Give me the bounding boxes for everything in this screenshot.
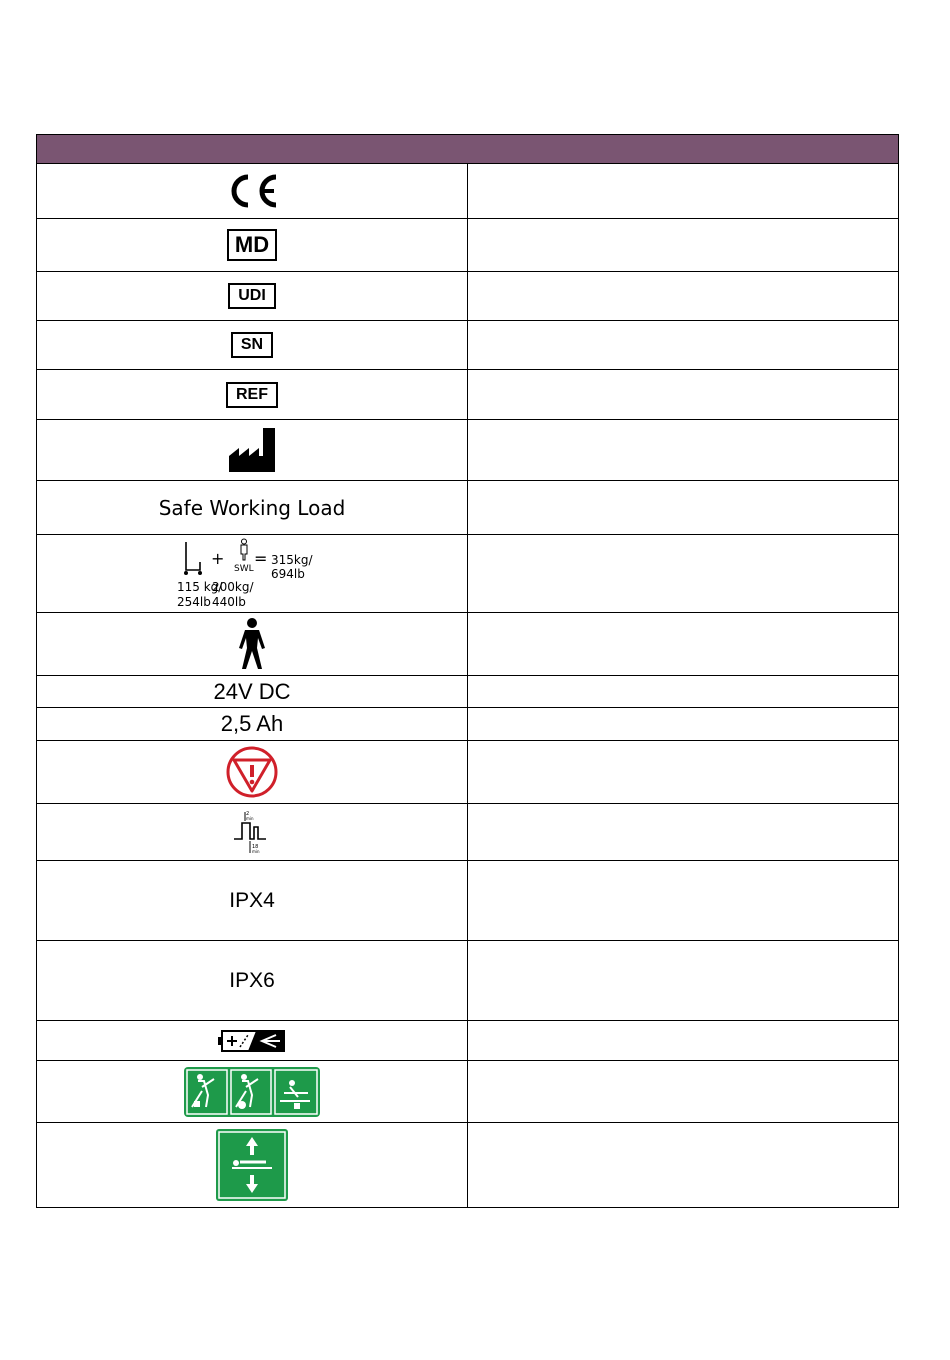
description-cell (468, 741, 899, 804)
symbol-cell (37, 219, 468, 272)
md-symbol: MD (227, 229, 277, 261)
reference-symbol: REF (226, 382, 278, 408)
table-row (37, 370, 899, 420)
table-row (37, 481, 899, 535)
table-row (37, 272, 899, 321)
duty-on-value: 2 (246, 811, 250, 817)
frame-lb: 254lb (177, 594, 211, 609)
table-row (37, 708, 899, 741)
duty-off-unit: min (252, 849, 260, 854)
symbols-table (36, 134, 899, 1208)
plus-sign: + (211, 548, 225, 568)
symbol-cell (37, 420, 468, 481)
load-kg: 200kg/ (212, 579, 254, 594)
description-cell (468, 804, 899, 861)
duty-cycle-icon (232, 809, 272, 855)
ce-mark-icon (224, 172, 280, 210)
symbol-cell (37, 741, 468, 804)
description-cell (468, 1123, 899, 1208)
table-row (37, 861, 899, 941)
table-row (37, 321, 899, 370)
total-lb: 694lb (271, 566, 305, 581)
description-cell (468, 272, 899, 321)
table-row (37, 219, 899, 272)
load-lb: 440lb (212, 594, 246, 609)
table-row (37, 1061, 899, 1123)
table-row (37, 741, 899, 804)
duty-off-value: 18 (252, 844, 259, 850)
swl-formula-icon (177, 538, 327, 610)
description-cell (468, 321, 899, 370)
height-adjust-icon (216, 1129, 288, 1201)
frame-icon (183, 540, 203, 578)
table-row (37, 676, 899, 708)
table-row (37, 535, 899, 613)
table-row (37, 164, 899, 219)
total-kg: 315kg/ (271, 552, 313, 567)
description-cell (468, 1061, 899, 1123)
ipx4-label: IPX4 (37, 861, 468, 941)
symbol-cell (37, 370, 468, 420)
description-cell (468, 164, 899, 219)
description-cell (468, 219, 899, 272)
swl-label: SWL (234, 563, 254, 574)
serial-number-symbol: SN (231, 332, 273, 358)
description-cell (468, 941, 899, 1021)
table-row (37, 941, 899, 1021)
table-header-row (37, 135, 899, 164)
description-cell (468, 708, 899, 741)
table-row (37, 1021, 899, 1061)
table-row (37, 420, 899, 481)
table-header (37, 135, 899, 164)
voltage-label: 24V DC (37, 676, 468, 708)
safe-working-load-label: Safe Working Load (37, 481, 468, 535)
symbol-cell (37, 164, 468, 219)
capacity-label: 2,5 Ah (37, 708, 468, 741)
description-cell (468, 613, 899, 676)
equals-sign: = (254, 548, 268, 568)
manufacturer-icon (227, 426, 277, 474)
table-row (37, 613, 899, 676)
symbol-cell (37, 613, 468, 676)
symbol-cell (37, 1061, 468, 1123)
ipx6-label: IPX6 (37, 941, 468, 1021)
symbol-cell (37, 1021, 468, 1061)
description-cell (468, 370, 899, 420)
symbol-cell (37, 272, 468, 321)
udi-symbol: UDI (228, 283, 276, 309)
type-b-applied-part-icon (237, 618, 267, 670)
symbol-cell (37, 804, 468, 861)
symbol-cell (37, 1123, 468, 1208)
person-load-icon (237, 538, 251, 562)
description-cell (468, 535, 899, 613)
description-cell (468, 676, 899, 708)
emergency-stop-icon (225, 745, 279, 799)
description-cell (468, 420, 899, 481)
symbol-cell (37, 321, 468, 370)
description-cell (468, 1021, 899, 1061)
table-row (37, 1123, 899, 1208)
description-cell (468, 861, 899, 941)
description-cell (468, 481, 899, 535)
symbol-cell (37, 535, 468, 613)
table-row (37, 804, 899, 861)
duty-on-unit: min (246, 816, 254, 821)
frame-kg: 115 kg/ (177, 579, 223, 594)
battery-charging-icon (218, 1029, 286, 1053)
transfer-instructions-icon (184, 1067, 320, 1117)
